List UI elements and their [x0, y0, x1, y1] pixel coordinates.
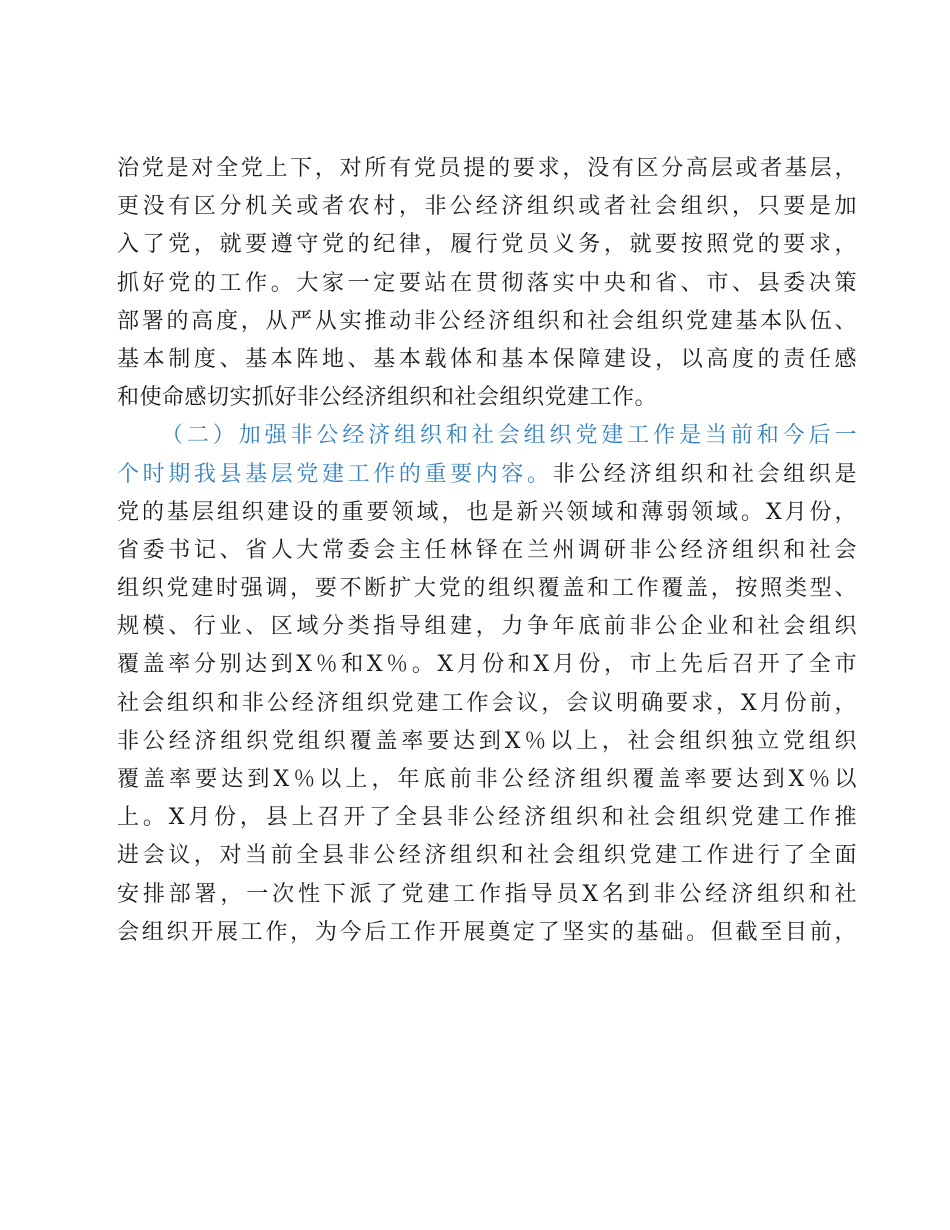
- body-line: 治党是对全党上下，对所有党员提的要求，没有区分高层或者基层，: [117, 156, 857, 181]
- body-line: 党的基层组织建设的重要领域，也是新兴领域和薄弱领域。X月份，: [117, 499, 857, 525]
- section-heading-line: [117, 417, 857, 455]
- body-line: 部署的高度，从严从实推动非公经济组织和社会组织党建基本队伍、: [117, 308, 857, 334]
- body-text: 非公经济组织和社会组织是: [552, 461, 857, 487]
- section-heading-continued: 个时期我县基层党建工作的重要内容。: [117, 461, 553, 487]
- section-heading-line: [117, 456, 857, 494]
- body-line: 进会议，对当前全县非公经济组织和社会组织党建工作进行了全面: [117, 843, 857, 869]
- body-line: 基本制度、基本阵地、基本载体和基本保障建设，以高度的责任感: [117, 346, 857, 372]
- body-line: 规模、行业、区域分类指导组建，力争年底前非公企业和社会组织: [117, 614, 857, 640]
- body-line: 和使命感切实抓好非公经济组织和社会组织党建工作。: [117, 385, 658, 411]
- body-line: 覆盖率要达到X％以上，年底前非公经济组织覆盖率要达到X％以: [117, 767, 857, 792]
- body-line: 社会组织和非公经济组织党建工作会议，会议明确要求，X月份前，: [117, 690, 857, 716]
- body-line: 会组织开展工作，为今后工作开展奠定了坚实的基础。但截至目前，: [117, 919, 857, 945]
- document-body: [117, 150, 857, 952]
- body-line: 组织党建时强调，要不断扩大党的组织覆盖和工作覆盖，按照类型、: [117, 576, 857, 602]
- body-line: 更没有区分机关或者农村，非公经济组织或者社会组织，只要是加: [117, 194, 857, 220]
- section-heading: （二）加强非公经济组织和社会组织党建工作是当前和今后一: [161, 423, 857, 449]
- body-line: 省委书记、省人大常委会主任林铎在兰州调研非公经济组织和社会: [117, 537, 857, 563]
- body-line: 非公经济组织党组织覆盖率要达到X％以上，社会组织独立党组织: [117, 728, 857, 754]
- body-line: 覆盖率分别达到X％和X％。X月份和X月份，市上先后召开了全市: [117, 652, 857, 678]
- body-line: 上。X月份，县上召开了全县非公经济组织和社会组织党建工作推: [117, 805, 857, 831]
- body-line: 抓好党的工作。大家一定要站在贯彻落实中央和省、市、县委决策: [117, 270, 857, 296]
- body-line: 安排部署，一次性下派了党建工作指导员X名到非公经济组织和社: [117, 881, 857, 907]
- body-line: 入了党，就要遵守党的纪律，履行党员义务，就要按照党的要求，: [117, 232, 857, 258]
